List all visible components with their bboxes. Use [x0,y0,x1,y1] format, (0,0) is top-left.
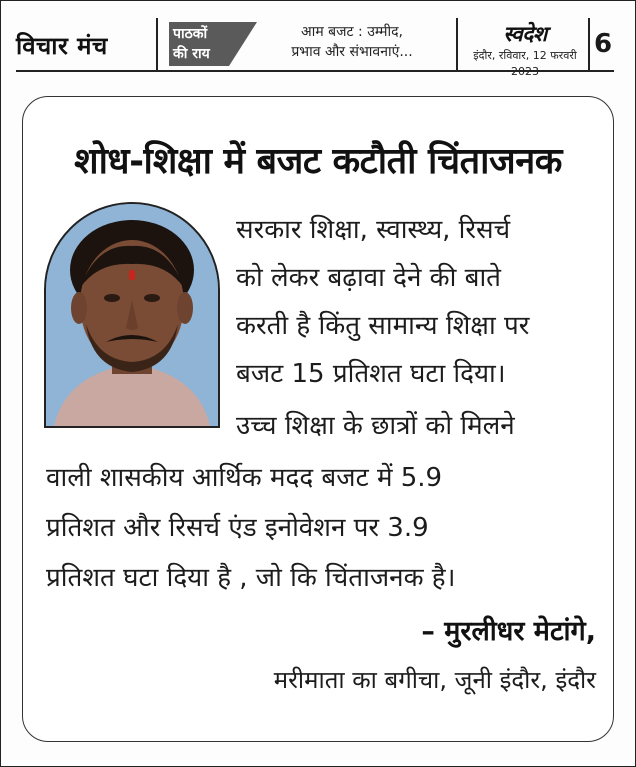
topic-line-2: प्रभाव और संभावनाएं... [291,44,413,60]
page-number: 6 [593,29,613,59]
section-title: विचार मंच [16,32,108,60]
dateline: इंदौर, रविवार, 12 फरवरी [473,49,577,62]
body-line: प्रतिशत और रिसर्च एंड इनोवेशन पर 3.9 [46,513,429,543]
body-line: वाली शासकीय आर्थिक मदद बजट में 5.9 [46,463,443,493]
tag-line-1: पाठकों [173,26,208,42]
header-divider [588,18,590,70]
body-line: सरकार शिक्षा, स्वास्थ्य, रिसर्च [236,215,511,245]
author-address: मरीमाता का बगीचा, जूनी इंदौर, इंदौर [273,666,596,694]
masthead-logo: स्वदेश [503,22,547,46]
body-line: को लेकर बढ़ावा देने की बाते [236,263,502,293]
author-photo [44,202,220,428]
topic-heading [248,22,456,66]
page-header [16,18,614,70]
author-portrait-image [46,204,218,426]
author-name: – मुरलीधर मेटांगे, [421,616,596,647]
headline: शोध-शिक्षा में बजट कटौती चिंताजनक [74,141,562,182]
readers-opinion-tag [169,22,229,66]
body-line: प्रतिशत घटा दिया है , जो कि चिंताजनक है। [46,563,456,593]
body-line: करती है किंतु सामान्य शिक्षा पर [236,311,530,341]
tag-line-2: की राय [173,46,210,62]
header-divider [156,18,158,70]
body-line: उच्च शिक्षा के छात्रों को मिलने [236,411,515,441]
body-line: बजट 15 प्रतिशत घटा दिया। [236,359,506,389]
topic-line-1: आम बजट : उम्मीद, [301,24,403,40]
masthead [464,20,586,68]
header-divider [456,18,458,70]
header-rule [16,70,614,72]
